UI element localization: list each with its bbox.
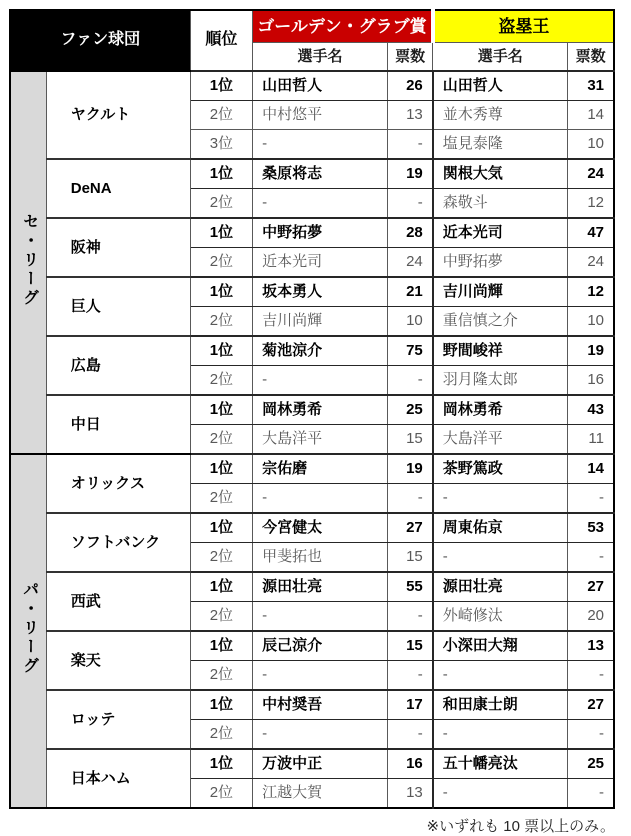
gg-player-cell: 江越大賀 — [253, 779, 388, 809]
sb-player-cell: 周東佑京 — [433, 513, 568, 543]
sb-player-cell: 羽月隆太郎 — [433, 366, 568, 396]
sb-player-cell: - — [433, 484, 568, 514]
sb-player-cell: - — [433, 779, 568, 809]
table-row — [10, 572, 614, 602]
table-row — [10, 690, 614, 720]
sb-player-cell: 大島洋平 — [433, 425, 568, 455]
rank-cell: 1位 — [190, 277, 252, 307]
team-name-cell: DeNA — [46, 159, 190, 218]
team-name-cell: 西武 — [46, 572, 190, 631]
sb-votes-cell: - — [568, 484, 614, 514]
sb-player-name-header: 選手名 — [433, 43, 568, 72]
table-row — [10, 336, 614, 366]
gg-player-cell: 近本光司 — [253, 248, 388, 278]
sb-player-cell: 野間峻祥 — [433, 336, 568, 366]
sb-votes-cell: 14 — [568, 101, 614, 130]
team-name-cell: ソフトバンク — [46, 513, 190, 572]
sb-votes-cell: 10 — [568, 130, 614, 160]
gg-votes-cell: 21 — [387, 277, 432, 307]
league-cell — [10, 71, 46, 454]
gg-player-cell: 源田壮亮 — [253, 572, 388, 602]
sb-player-cell: 近本光司 — [433, 218, 568, 248]
rank-cell: 2位 — [190, 366, 252, 396]
footnote: ※いずれも 10 票以上のみ。 — [426, 818, 615, 835]
rank-cell: 1位 — [190, 336, 252, 366]
stolen-base-king-header: 盗塁王 — [433, 10, 614, 43]
sb-votes-cell: 47 — [568, 218, 614, 248]
gg-player-cell: 今宮健太 — [253, 513, 388, 543]
rank-cell: 1位 — [190, 631, 252, 661]
gg-votes-cell: 25 — [387, 395, 432, 425]
sb-player-cell: 外崎修汰 — [433, 602, 568, 632]
fan-team-header: ファン球団 — [10, 10, 190, 71]
gg-player-cell: - — [253, 189, 388, 219]
gg-player-cell: - — [253, 484, 388, 514]
gg-votes-cell: - — [387, 484, 432, 514]
rank-cell: 2位 — [190, 307, 252, 337]
rank-cell: 1位 — [190, 159, 252, 189]
gg-votes-cell: 16 — [387, 749, 432, 779]
team-name-cell: オリックス — [46, 454, 190, 513]
sb-votes-cell: 24 — [568, 248, 614, 278]
gg-player-cell: 桑原将志 — [253, 159, 388, 189]
rank-cell: 2位 — [190, 484, 252, 514]
sb-votes-cell: - — [568, 720, 614, 750]
sb-votes-cell: - — [568, 779, 614, 809]
rank-header: 順位 — [190, 10, 252, 71]
rank-cell: 2位 — [190, 602, 252, 632]
league-cell — [10, 454, 46, 808]
rank-cell: 1位 — [190, 749, 252, 779]
sb-votes-cell: 31 — [568, 71, 614, 101]
gg-player-cell: - — [253, 720, 388, 750]
league-label: パ・リーグ — [20, 581, 38, 677]
sb-votes-cell: 27 — [568, 572, 614, 602]
sb-player-cell: 関根大気 — [433, 159, 568, 189]
gg-votes-cell: - — [387, 366, 432, 396]
table-row — [10, 218, 614, 248]
gg-votes-cell: 26 — [387, 71, 432, 101]
table-row — [10, 277, 614, 307]
table-row — [10, 749, 614, 779]
table-row — [10, 71, 614, 101]
sb-player-cell: 茶野篤政 — [433, 454, 568, 484]
sb-player-cell: 塩見泰隆 — [433, 130, 568, 160]
awards-table — [9, 9, 615, 809]
table-row — [10, 513, 614, 543]
rank-cell: 2位 — [190, 101, 252, 130]
gg-player-cell: 中村悠平 — [253, 101, 388, 130]
gg-votes-cell: 27 — [387, 513, 432, 543]
table-header — [10, 10, 614, 71]
sb-votes-cell: 27 — [568, 690, 614, 720]
sb-votes-cell: 12 — [568, 189, 614, 219]
gg-votes-cell: 17 — [387, 690, 432, 720]
sb-votes-cell: 11 — [568, 425, 614, 455]
rank-cell: 1位 — [190, 513, 252, 543]
gg-player-name-header: 選手名 — [253, 43, 388, 72]
rank-cell: 1位 — [190, 218, 252, 248]
sb-votes-cell: 12 — [568, 277, 614, 307]
team-name-cell: ヤクルト — [46, 71, 190, 159]
sb-votes-cell: 13 — [568, 631, 614, 661]
gg-votes-cell: - — [387, 189, 432, 219]
rank-cell: 1位 — [190, 572, 252, 602]
sb-player-cell: 山田哲人 — [433, 71, 568, 101]
rank-cell: 1位 — [190, 690, 252, 720]
gg-votes-cell: 10 — [387, 307, 432, 337]
rank-cell: 1位 — [190, 71, 252, 101]
sb-votes-cell: 25 — [568, 749, 614, 779]
sb-player-cell: - — [433, 543, 568, 573]
sb-votes-cell: 14 — [568, 454, 614, 484]
rank-cell: 2位 — [190, 189, 252, 219]
team-name-cell: 楽天 — [46, 631, 190, 690]
gg-player-cell: - — [253, 661, 388, 691]
sb-player-cell: - — [433, 720, 568, 750]
sb-votes-cell: 20 — [568, 602, 614, 632]
team-name-cell: 阪神 — [46, 218, 190, 277]
rank-cell: 2位 — [190, 779, 252, 809]
gg-player-cell: 菊池涼介 — [253, 336, 388, 366]
sb-player-cell: 吉川尚輝 — [433, 277, 568, 307]
rank-cell: 3位 — [190, 130, 252, 160]
team-name-cell: 広島 — [46, 336, 190, 395]
gg-votes-cell: 55 — [387, 572, 432, 602]
table-row — [10, 159, 614, 189]
rank-cell: 2位 — [190, 248, 252, 278]
gg-votes-cell: - — [387, 720, 432, 750]
gg-player-cell: 万波中正 — [253, 749, 388, 779]
gg-player-cell: 山田哲人 — [253, 71, 388, 101]
sb-player-cell: 重信慎之介 — [433, 307, 568, 337]
sb-votes-cell: - — [568, 661, 614, 691]
team-name-cell: 巨人 — [46, 277, 190, 336]
gg-votes-cell: 15 — [387, 543, 432, 573]
sb-player-cell: 和田康士朗 — [433, 690, 568, 720]
sb-votes-cell: - — [568, 543, 614, 573]
gg-votes-cell: 24 — [387, 248, 432, 278]
gg-votes-cell: - — [387, 661, 432, 691]
sb-votes-cell: 10 — [568, 307, 614, 337]
gg-player-cell: - — [253, 130, 388, 160]
rank-cell: 2位 — [190, 425, 252, 455]
gg-votes-cell: 13 — [387, 779, 432, 809]
rank-cell: 1位 — [190, 395, 252, 425]
team-name-cell: 中日 — [46, 395, 190, 454]
table-body — [10, 71, 614, 808]
sb-votes-cell: 16 — [568, 366, 614, 396]
team-name-cell: ロッテ — [46, 690, 190, 749]
gg-votes-cell: 75 — [387, 336, 432, 366]
gg-player-cell: 甲斐拓也 — [253, 543, 388, 573]
gg-player-cell: 中村奨吾 — [253, 690, 388, 720]
table-row — [10, 454, 614, 484]
golden-glove-award-header: ゴールデン・グラブ賞 — [253, 10, 433, 43]
sb-player-cell: 中野拓夢 — [433, 248, 568, 278]
sb-votes-cell: 19 — [568, 336, 614, 366]
table-row — [10, 631, 614, 661]
gg-player-cell: 中野拓夢 — [253, 218, 388, 248]
rank-cell: 2位 — [190, 720, 252, 750]
sb-votes-header: 票数 — [568, 43, 614, 72]
rank-cell: 2位 — [190, 661, 252, 691]
sb-player-cell: 並木秀尊 — [433, 101, 568, 130]
sb-player-cell: 森敬斗 — [433, 189, 568, 219]
sb-player-cell: 岡林勇希 — [433, 395, 568, 425]
team-name-cell: 日本ハム — [46, 749, 190, 808]
table-row — [10, 395, 614, 425]
sb-votes-cell: 43 — [568, 395, 614, 425]
sb-votes-cell: 24 — [568, 159, 614, 189]
gg-player-cell: - — [253, 602, 388, 632]
sb-votes-cell: 53 — [568, 513, 614, 543]
gg-player-cell: 辰己涼介 — [253, 631, 388, 661]
gg-player-cell: 岡林勇希 — [253, 395, 388, 425]
gg-votes-cell: - — [387, 130, 432, 160]
gg-player-cell: 宗佑磨 — [253, 454, 388, 484]
league-label: セ・リーグ — [20, 212, 38, 308]
sb-player-cell: 源田壮亮 — [433, 572, 568, 602]
gg-votes-cell: - — [387, 602, 432, 632]
sb-player-cell: - — [433, 661, 568, 691]
gg-votes-cell: 15 — [387, 631, 432, 661]
gg-votes-cell: 13 — [387, 101, 432, 130]
gg-player-cell: 吉川尚輝 — [253, 307, 388, 337]
gg-votes-header: 票数 — [387, 43, 432, 72]
gg-votes-cell: 19 — [387, 159, 432, 189]
rank-cell: 1位 — [190, 454, 252, 484]
gg-player-cell: 坂本勇人 — [253, 277, 388, 307]
gg-votes-cell: 15 — [387, 425, 432, 455]
gg-votes-cell: 28 — [387, 218, 432, 248]
gg-votes-cell: 19 — [387, 454, 432, 484]
gg-player-cell: - — [253, 366, 388, 396]
sb-player-cell: 五十幡亮汰 — [433, 749, 568, 779]
gg-player-cell: 大島洋平 — [253, 425, 388, 455]
sb-player-cell: 小深田大翔 — [433, 631, 568, 661]
rank-cell: 2位 — [190, 543, 252, 573]
